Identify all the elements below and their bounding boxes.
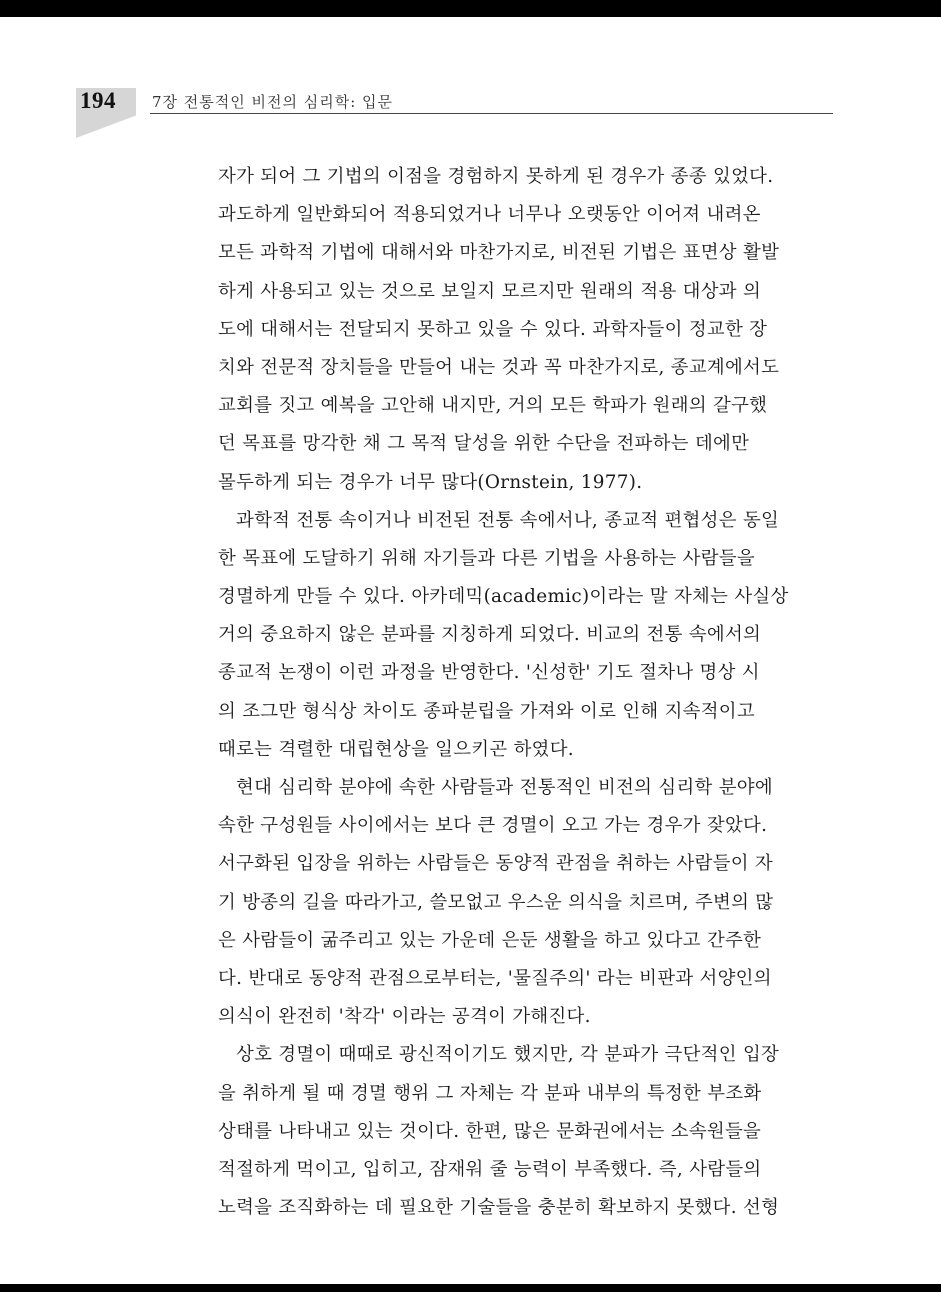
text-line: 기 방종의 길을 따라가고, 쓸모없고 우스운 의식을 치르며, 주변의 많	[218, 891, 774, 913]
running-head: 7장 전통적인 비전의 심리학: 입문	[152, 93, 394, 111]
text-line: 때로는 격렬한 대립현상을 일으키곤 하였다.	[218, 738, 574, 760]
body-text	[218, 158, 832, 1227]
text-line: 은 사람들이 굶주리고 있는 가운데 은둔 생활을 하고 있다고 간주한	[218, 929, 762, 951]
text-line: 거의 중요하지 않은 분파를 지칭하게 되었다. 비교의 전통 속에서의	[218, 624, 762, 646]
text-line: 상호 경멸이 때때로 광신적이기도 했지만, 각 분파가 극단적인 입장	[236, 1044, 780, 1066]
text-line: 현대 심리학 분야에 속한 사람들과 전통적인 비전의 심리학 분야에	[236, 777, 773, 798]
text-line: 던 목표를 망각한 채 그 목적 달성을 위한 수단을 전파하는 데에만	[218, 433, 750, 455]
text-line: 종교적 논쟁이 이런 과정을 반영한다. '신성한' 기도 절차나 명상 시	[218, 662, 760, 684]
text-line: 치와 전문적 장치들을 만들어 내는 것과 꼭 마찬가지로, 종교계에서도	[218, 356, 780, 378]
text-line: 의식이 완전히 '착각' 이라는 공격이 가해진다.	[218, 1006, 591, 1028]
text-line: 경멸하게 만들 수 있다. 아카데믹(academic)이라는 말 자체는 사실상	[218, 586, 789, 608]
text-line: 상태를 나타내고 있는 것이다. 한편, 많은 문화권에서는 소속원들을	[218, 1120, 762, 1142]
text-line: 속한 구성원들 사이에서는 보다 큰 경멸이 오고 가는 경우가 잦았다.	[218, 815, 768, 837]
page-number: 194	[80, 88, 116, 113]
text-line: 자가 되어 그 기법의 이점을 경험하지 못하게 된 경우가 종종 있었다.	[218, 166, 774, 187]
text-line: 적절하게 먹이고, 입히고, 잠재워 줄 능력이 부족했다. 즉, 사람들의	[218, 1158, 762, 1180]
header-rule	[150, 113, 833, 114]
bottom-border	[0, 1284, 941, 1292]
text-line: 노력을 조직화하는 데 필요한 기술들을 충분히 확보하지 못했다. 선형	[218, 1197, 780, 1219]
top-border	[0, 0, 941, 17]
text-line: 하게 사용되고 있는 것으로 보일지 모르지만 원래의 적용 대상과 의	[218, 280, 762, 302]
text-line: 한 목표에 도달하기 위해 자기들과 다른 기법을 사용하는 사람들을	[218, 547, 755, 569]
text-line: 도에 대해서는 전달되지 못하고 있을 수 있다. 과학자들이 정교한 장	[218, 318, 768, 340]
text-line: 다. 반대로 동양적 관점으로부터는, '물질주의' 라는 비판과 서양인의	[218, 967, 772, 989]
text-line: 모든 과학적 기법에 대해서와 마찬가지로, 비전된 기법은 표면상 활발	[218, 242, 780, 264]
text-line: 교회를 짓고 예복을 고안해 내지만, 거의 모든 학파가 원래의 갈구했	[218, 395, 768, 417]
text-line: 을 취하게 될 때 경멸 행위 그 자체는 각 분파 내부의 특정한 부조화	[218, 1082, 762, 1104]
text-line: 과도하게 일반화되어 적용되었거나 너무나 오랫동안 이어져 내려온	[218, 204, 761, 226]
text-line: 서구화된 입장을 위하는 사람들은 동양적 관점을 취하는 사람들이 자	[218, 853, 773, 875]
text-line: 몰두하게 되는 경우가 너무 많다(Ornstein, 1977).	[218, 471, 643, 493]
text-line: 과학적 전통 속이거나 비전된 전통 속에서나, 종교적 편협성은 동일	[236, 509, 780, 531]
text-line: 의 조그만 형식상 차이도 종파분립을 가져와 이로 인해 지속적이고	[218, 700, 755, 722]
